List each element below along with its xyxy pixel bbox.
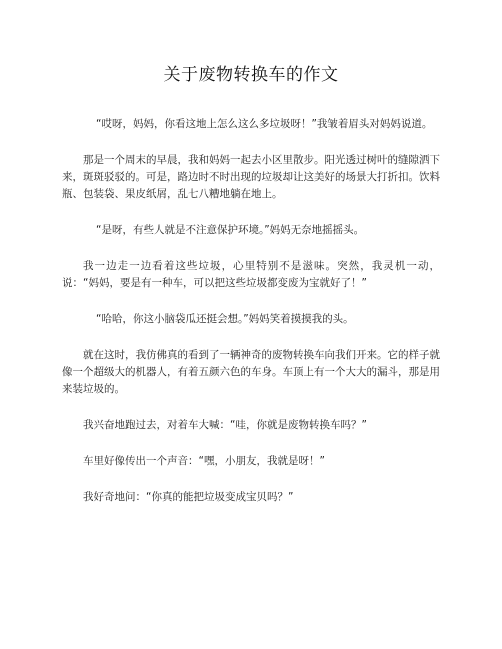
paragraph-4: 我一边走一边看着这些垃圾，心里特别不是滋味。突然，我灵机一动，说：“妈妈，要是有一种车，可以把这些垃圾都变废为宝就好了！” [62,260,440,289]
paragraph-5: “哈哈，你这小脑袋瓜还挺会想。”妈妈笑着摸摸我的头。 [96,313,354,325]
paragraph-3: “是呀，有些人就是不注意保护环境。”妈妈无奈地摇摇头。 [96,224,365,236]
paragraph-1: “哎呀，妈妈，你看这地上怎么这么多垃圾呀！”我皱着眉头对妈妈说道。 [96,118,433,130]
paragraph-2: 那是一个周末的早晨，我和妈妈一起去小区里散步。阳光透过树叶的缝隙洒下来，斑斑驳驳的。可是，路边时不时出现的垃圾却让这美好的场景大打折扣。饮料瓶、包装袋、果皮纸屑，乱七八糟地躺在地上。 [62,154,440,200]
paragraph-8: 车里好像传出一个声音：“嘿，小朋友，我就是呀！” [83,455,325,467]
paragraph-6: 就在这时，我仿佛真的看到了一辆神奇的废物转换车向我们开来。它的样子就像一个超级大的机器人，有着五颜六色的车身。车顶上有一个大大的漏斗，那是用来装垃圾的。 [62,349,440,395]
paragraph-7: 我兴奋地跑过去，对着车大喊：“哇，你就是废物转换车吗？” [83,419,367,431]
document-title: 关于废物转换车的作文 [163,65,339,85]
paragraph-9: 我好奇地问：“你真的能把垃圾变成宝贝吗？” [83,491,294,503]
document-body [62,116,440,506]
